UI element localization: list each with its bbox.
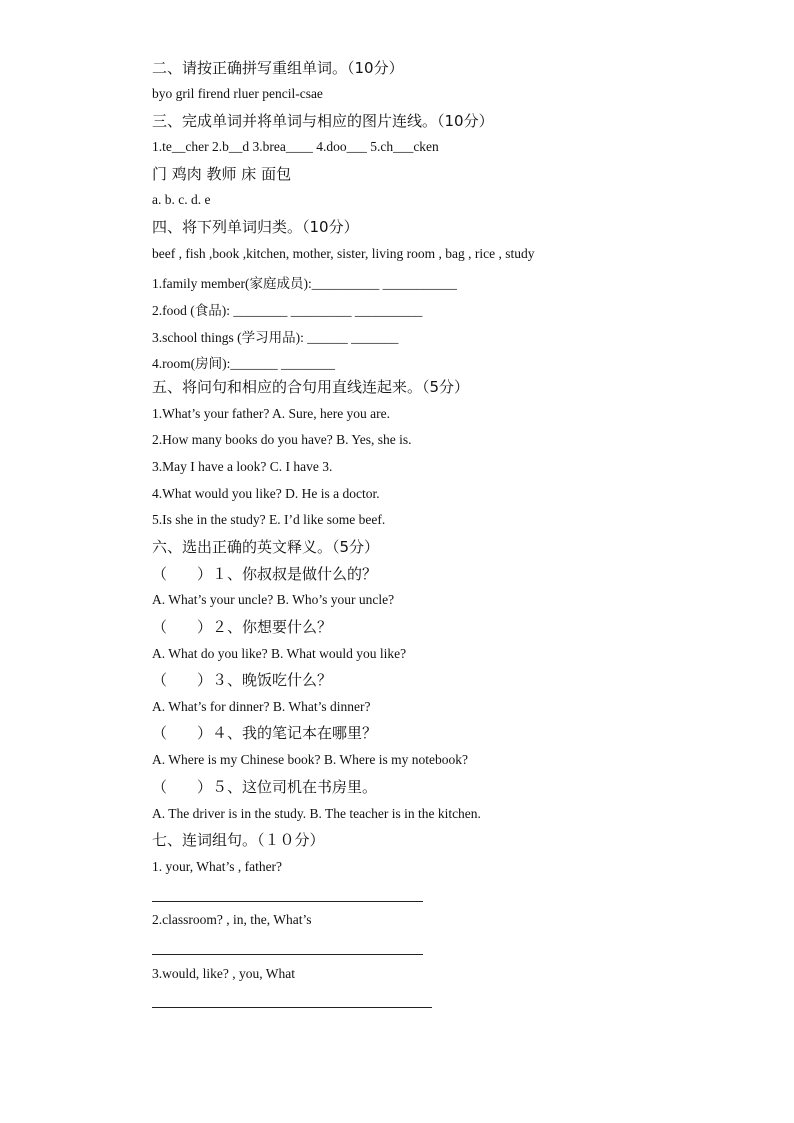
section-7-item: 3.would, like? , you, What [152,966,295,981]
section-6-question: （ ）４、我的笔记本在哪里？ [152,724,378,742]
section-5-heading: 五、将问句和相应的合句用直线连起来。（5分） [152,378,470,396]
section-6-options: A. Where is my Chinese book? B. Where is my notebook? [152,752,468,767]
section-6-heading: 六、选出正确的英文释义。（5分） [152,538,380,556]
section-4-line: 4.room(房间):_______ ________ [152,356,335,371]
section-5-line: 2.How many books do you have? B. Yes, she is. [152,432,412,447]
section-4-heading: 四、将下列单词归类。（10分） [152,218,359,236]
answer-line [152,1007,432,1008]
section-2-words: byo gril firend rluer pencil-csae [152,86,323,101]
section-4-line: 2.food (食品): ________ _________ __________ [152,303,423,318]
section-6-options: A. The driver is in the study. B. The teacher is in the kitchen. [152,806,481,821]
section-5-line: 5.Is she in the study? E. I’d like some beef. [152,512,386,527]
section-3-heading: 三、完成单词并将单词与相应的图片连线。（10分） [152,112,494,130]
section-5-line: 3.May I have a look? C. I have 3. [152,459,333,474]
section-5-line: 4.What would you like? D. He is a doctor. [152,486,380,501]
section-6-options: A. What’s your uncle? B. Who’s your uncle? [152,592,395,607]
section-5-line: 1.What’s your father? A. Sure, here you are. [152,406,391,421]
section-6-question: （ ）１、你叔叔是做什么的？ [152,565,378,583]
section-6-question: （ ）３、晚饭吃什么？ [152,671,333,689]
section-4-line: 3.school things (学习用品): ______ _______ [152,330,399,345]
section-7-item: 1. your, What’s , father? [152,859,283,874]
section-7-heading: 七、连词组句。（１０分） [152,831,325,849]
section-3-words: 1.te__cher 2.b__d 3.brea____ 4.doo___ 5.ch___cken [152,139,439,154]
section-6-options: A. What do you like? B. What would you like? [152,646,407,661]
section-4-words: beef , fish ,book ,kitchen, mother, sister, living room , bag , rice , study [152,246,535,261]
section-3-letters: a. b. c. d. e [152,192,211,207]
section-3-pictures: 门 鸡肉 教师 床 面包 [152,165,292,183]
section-6-options: A. What’s for dinner? B. What’s dinner? [152,699,371,714]
section-7-item: 2.classroom? , in, the, What’s [152,912,312,927]
answer-line [152,954,423,955]
section-6-question: （ ）５、这位司机在书房里。 [152,778,378,796]
section-4-line: 1.family member(家庭成员):__________ ___________ [152,276,457,291]
answer-line [152,901,423,902]
section-2-heading: 二、请按正确拼写重组单词。（10分） [152,59,404,77]
section-6-question: （ ）２、你想要什么？ [152,618,333,636]
